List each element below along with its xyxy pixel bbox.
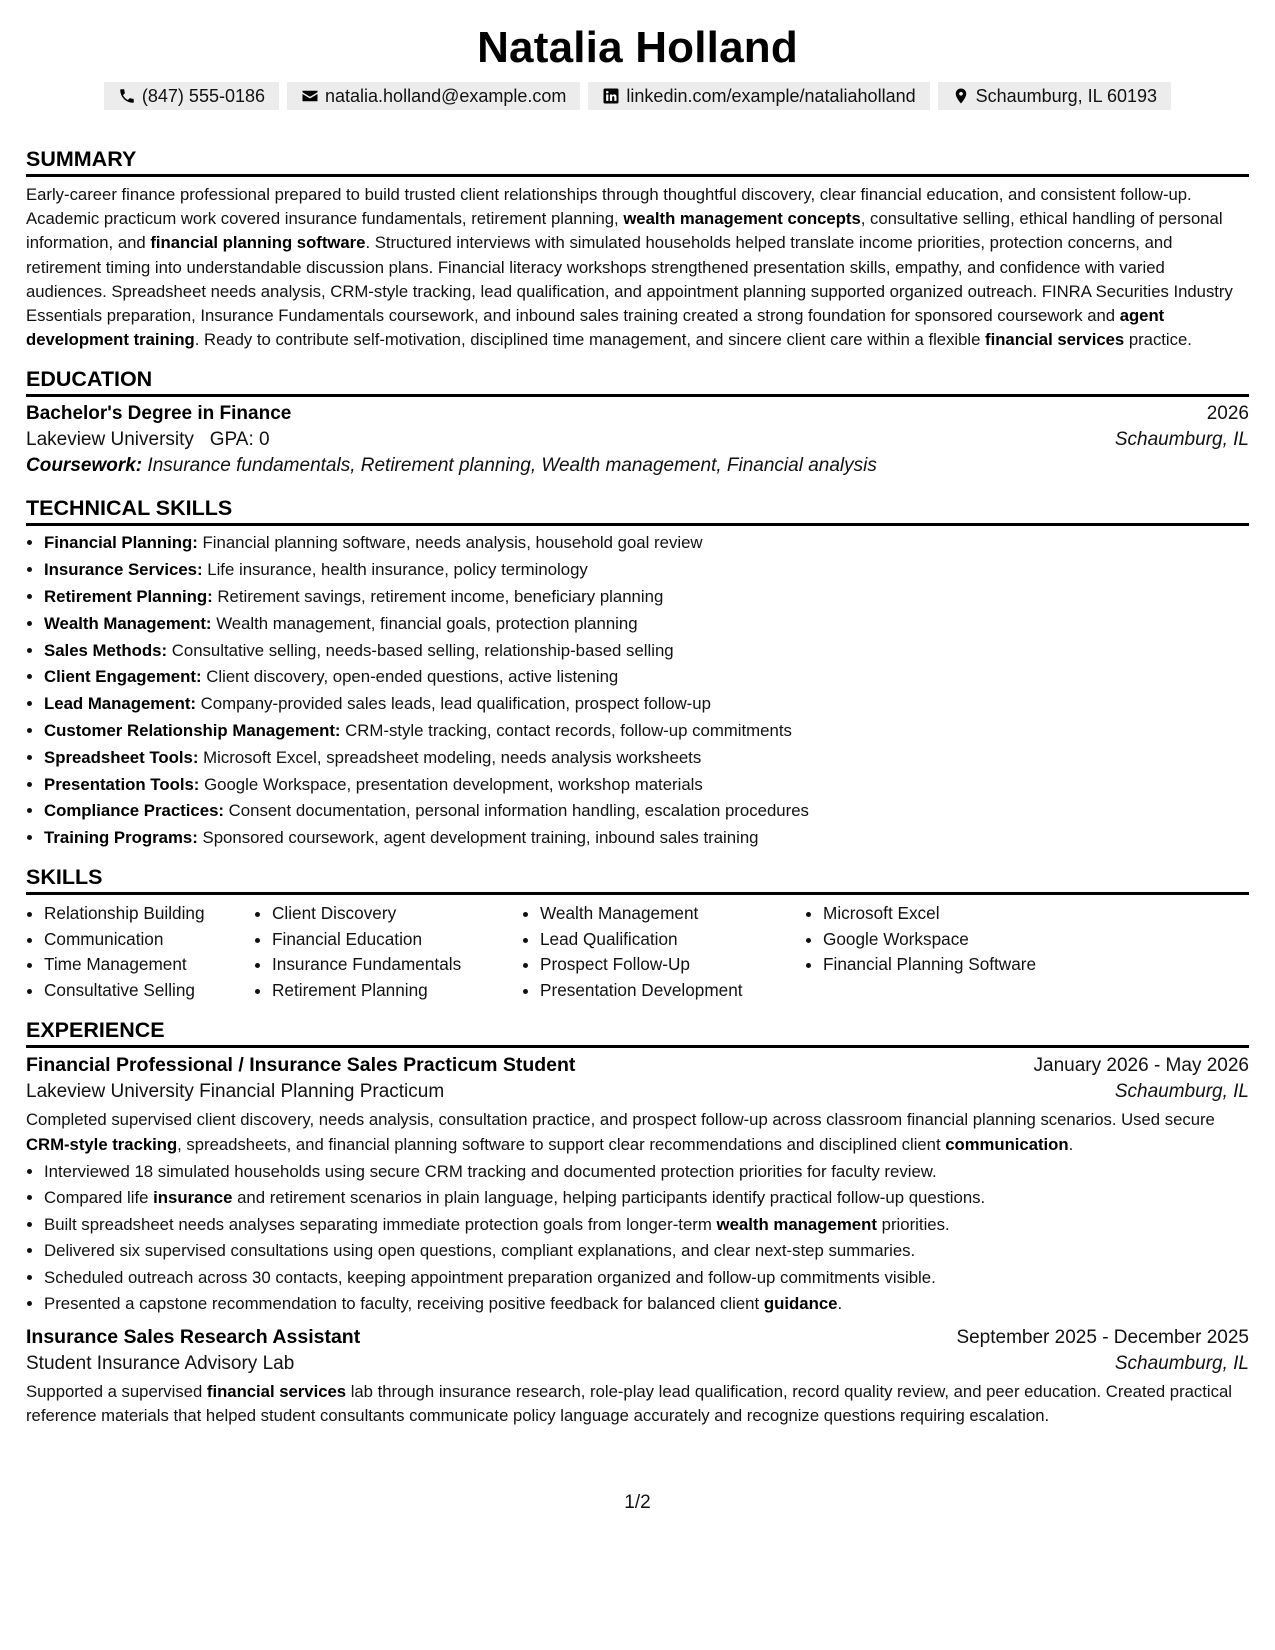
list-item: • Relationship Building xyxy=(44,901,254,927)
list-item: • Compliance Practices: Consent documentation, personal information handling, escalation procedures xyxy=(44,798,1249,825)
section-title-experience: EXPERIENCE xyxy=(26,1017,1249,1048)
job-org-row xyxy=(26,1353,1249,1375)
list-item: • Wealth Management: Wealth management, financial goals, protection planning xyxy=(44,611,1249,638)
section-title-summary: SUMMARY xyxy=(26,146,1249,177)
phone-icon xyxy=(118,87,136,105)
school-info xyxy=(26,429,270,451)
job-location: Schaumburg, IL xyxy=(1114,1081,1249,1103)
job-header-row xyxy=(26,1326,1249,1349)
map-marker-icon xyxy=(952,87,970,105)
education-section xyxy=(26,366,1249,477)
skills-section xyxy=(26,864,1249,1003)
graduation-year: 2026 xyxy=(1206,403,1249,425)
list-item: • Insurance Fundamentals xyxy=(272,952,522,978)
list-item: • Interviewed 18 simulated households using secure CRM tracking and documented protection priorities for faculty review. xyxy=(44,1159,1249,1186)
list-item: • Delivered six supervised consultations using open questions, compliant explanations, and clear next-step summaries. xyxy=(44,1238,1249,1265)
job-title: Insurance Sales Research Assistant xyxy=(26,1325,361,1348)
experience-section xyxy=(26,1017,1249,1428)
contact-email xyxy=(287,82,580,110)
school-name: Lakeview University xyxy=(26,429,194,451)
list-item: • Scheduled outreach across 30 contacts, keeping appointment preparation organized and follow-up commitments visible. xyxy=(44,1265,1249,1292)
list-item: • Microsoft Excel xyxy=(823,901,1083,927)
list-item: • Communication xyxy=(44,927,254,953)
linkedin-link[interactable]: linkedin.com/example/nataliaholland xyxy=(626,85,916,106)
list-item: • Training Programs: Sponsored coursework, agent development training, inbound sales training xyxy=(44,825,1249,852)
section-title-technical-skills: TECHNICAL SKILLS xyxy=(26,495,1249,526)
list-item: • Time Management xyxy=(44,952,254,978)
list-item: • Financial Planning: Financial planning software, needs analysis, household goal review xyxy=(44,530,1249,557)
page-number: 1/2 xyxy=(624,1492,651,1513)
degree-title: Bachelor's Degree in Finance xyxy=(26,403,292,425)
list-item: • Sales Methods: Consultative selling, needs-based selling, relationship-based selling xyxy=(44,638,1249,665)
coursework-list: Insurance fundamentals, Retirement planning, Wealth management, Financial analysis xyxy=(142,455,877,477)
list-item: • Wealth Management xyxy=(540,901,805,927)
job-description: Completed supervised client discovery, needs analysis, consultation practice, and prospect follow-up across classroom financial planning scenarios. Used secure CRM-style tracking, spreadsheets, and financial planning software to support clear recommendations and disciplined client communication. xyxy=(26,1110,1215,1154)
skills-column-2 xyxy=(254,901,522,1003)
education-header-row xyxy=(26,403,1249,425)
job-bullets xyxy=(26,1159,1249,1318)
skills-column-1 xyxy=(26,901,254,1003)
resume-page xyxy=(26,0,1249,1650)
email-link[interactable]: natalia.holland@example.com xyxy=(325,85,567,106)
section-title-skills: SKILLS xyxy=(26,864,1249,895)
school-location: Schaumburg, IL xyxy=(1114,429,1249,451)
list-item: • Retirement Planning: Retirement savings, retirement income, beneficiary planning xyxy=(44,584,1249,611)
coursework-label: Coursework: xyxy=(26,455,143,477)
list-item: • Client Discovery xyxy=(272,901,522,927)
phone-text[interactable]: (847) 555-0186 xyxy=(141,85,265,106)
candidate-name: Natalia Holland xyxy=(477,23,798,72)
job-location: Schaumburg, IL xyxy=(1114,1352,1249,1374)
gpa: GPA: 0 xyxy=(209,429,270,451)
list-item: • Google Workspace xyxy=(823,927,1083,953)
list-item: • Prospect Follow-Up xyxy=(540,952,805,978)
job-organization: Lakeview University Financial Planning Practicum xyxy=(26,1081,445,1103)
list-item: • Financial Planning Software xyxy=(823,952,1083,978)
list-item: • Spreadsheet Tools: Microsoft Excel, spreadsheet modeling, needs analysis worksheets xyxy=(44,745,1249,772)
job-title: Financial Professional / Insurance Sales Practicum Student xyxy=(26,1054,576,1077)
list-item: • Retirement Planning xyxy=(272,978,522,1004)
contact-linkedin xyxy=(588,82,929,110)
job-description: Supported a supervised financial services lab through insurance research, role-play lead qualification, record quality review, and peer education. Created practical reference materials that helped student consultants communicate policy language accurately and recognize questions requiring escalation. xyxy=(26,1381,1232,1425)
skills-grid xyxy=(26,901,1249,1003)
section-title-education: EDUCATION xyxy=(26,366,1249,397)
skills-column-4 xyxy=(805,901,1083,1003)
list-item: • Financial Education xyxy=(272,927,522,953)
list-item: • Presented a capstone recommendation to faculty, receiving positive feedback for balanced client guidance. xyxy=(44,1291,1249,1318)
contact-phone xyxy=(104,82,279,110)
summary-section xyxy=(26,146,1249,352)
experience-entry xyxy=(26,1326,1249,1428)
envelope-icon xyxy=(301,87,319,105)
experience-entry xyxy=(26,1054,1249,1317)
technical-skills-list xyxy=(26,530,1249,852)
linkedin-icon xyxy=(602,87,620,105)
contact-bar xyxy=(26,82,1249,110)
technical-skills-section xyxy=(26,495,1249,852)
summary-text: Early-career finance professional prepared to build trusted client relationships through thoughtful discovery, clear financial education, and consistent follow-up. Academic practicum work covered insurance fundamentals, retirement planning, wealth management concepts, consultative selling, ethical handling of personal information, and financial planning software. Structured interviews with simulated households helped translate income priorities, protection concerns, and retirement timing into understandable discussion plans. Financial literacy workshops strengthened presentation skills, empathy, and confidence with varied audiences. Spreadsheet needs analysis, CRM-style tracking, lead qualification, and appointment planning supported organized outreach. FINRA Securities Industry Essentials preparation, Insurance Fundamentals coursework, and inbound sales training created a strong foundation for sponsored coursework and agent development training. Ready to contribute self-motivation, disciplined time management, and sincere client care within a flexible financial services practice. xyxy=(26,185,1233,350)
location-text: Schaumburg, IL 60193 xyxy=(975,85,1158,106)
list-item: • Consultative Selling xyxy=(44,978,254,1004)
job-header-row xyxy=(26,1054,1249,1077)
education-school-row xyxy=(26,429,1249,451)
list-item: • Compared life insurance and retirement scenarios in plain language, helping participants identify practical follow-up questions. xyxy=(44,1185,1249,1212)
list-item: • Lead Qualification xyxy=(540,927,805,953)
job-organization: Student Insurance Advisory Lab xyxy=(26,1352,295,1374)
coursework-line xyxy=(26,455,1249,477)
list-item: • Customer Relationship Management: CRM-style tracking, contact records, follow-up commitments xyxy=(44,718,1249,745)
job-dates: January 2026 - May 2026 xyxy=(1033,1055,1249,1077)
skills-column-3 xyxy=(522,901,805,1003)
list-item: • Client Engagement: Client discovery, open-ended questions, active listening xyxy=(44,664,1249,691)
job-org-row xyxy=(26,1081,1249,1103)
contact-location xyxy=(938,82,1171,110)
list-item: • Lead Management: Company-provided sales leads, lead qualification, prospect follow-up xyxy=(44,691,1249,718)
list-item: • Presentation Development xyxy=(540,978,805,1004)
list-item: • Presentation Tools: Google Workspace, presentation development, workshop materials xyxy=(44,772,1249,799)
list-item: • Insurance Services: Life insurance, health insurance, policy terminology xyxy=(44,557,1249,584)
list-item: • Built spreadsheet needs analyses separating immediate protection goals from longer-term wealth management priorities. xyxy=(44,1212,1249,1239)
job-dates: September 2025 - December 2025 xyxy=(956,1326,1249,1348)
